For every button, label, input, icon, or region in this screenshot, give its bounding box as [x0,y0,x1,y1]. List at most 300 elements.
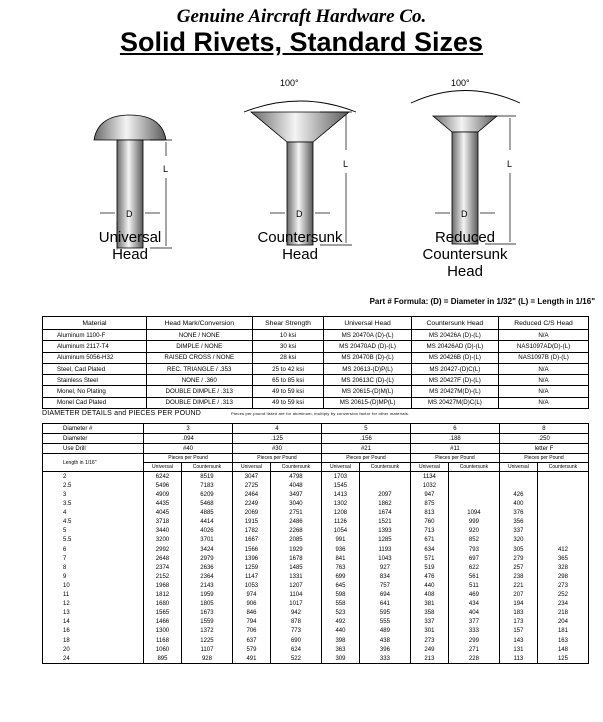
pieces-cell: 3424 [181,545,232,554]
pieces-cell: 194 [499,600,537,609]
info-cell: .094 [144,434,233,444]
pieces-cell: 1680 [144,600,182,609]
table-cell: 25 to 42 ksi [252,363,324,374]
countersunk-head-label: Countersunk Head [257,229,343,263]
length-cell: 5 [43,527,144,536]
pieces-cell: 333 [359,654,410,664]
pieces-cell: 1054 [321,527,359,536]
table-cell: MS 20426AD (D)-(L) [411,341,498,352]
pieces-cell: 875 [410,500,448,509]
pieces-cell: 1782 [232,527,270,536]
universal-subheader: Universal [144,463,182,472]
pieces-cell [537,481,588,490]
table-row [43,654,589,664]
pieces-cell: 4435 [144,500,182,509]
pieces-cell: 305 [499,545,537,554]
pieces-cell [537,509,588,518]
pieces-cell: 2725 [232,481,270,490]
table-cell: NONE / NONE [146,330,252,341]
pieces-cell [537,472,588,482]
pieces-cell: 561 [448,572,499,581]
pieces-per-pound-label: Pieces per Pound [499,454,588,463]
pieces-cell: 1673 [181,609,232,618]
pieces-cell: 773 [270,627,321,636]
pieces-cell: 5496 [144,481,182,490]
table-cell: DOUBLE DIMPLE / .313 [146,397,252,408]
pieces-cell: 641 [359,600,410,609]
diameter-label: D [461,209,468,219]
table-row [43,636,589,645]
pieces-cell: 207 [499,591,537,600]
length-cell: 18 [43,636,144,645]
header-cell: Universal Head [324,317,411,330]
table-cell: 65 to 85 ksi [252,375,324,386]
pieces-cell: 519 [410,563,448,572]
row-label: Length in 1/16" [43,454,144,472]
pieces-cell: 320 [499,536,537,545]
pieces-cell: 1225 [181,636,232,645]
countersunk-subheader: Countersunk [448,463,499,472]
pieces-cell: 408 [410,591,448,600]
pieces-cell: 271 [448,645,499,654]
pieces-cell: 2085 [270,536,321,545]
table-cell: N/A [499,363,589,374]
pieces-cell: 927 [359,563,410,572]
pieces-cell: 1300 [144,627,182,636]
pieces-cell: 365 [537,554,588,563]
pieces-cell: 148 [537,645,588,654]
table-row [43,490,589,499]
length-cell: 4 [43,509,144,518]
pieces-cell: 4048 [270,481,321,490]
table-cell: Aluminum 5056-H32 [43,352,147,363]
pieces-cell: 671 [410,536,448,545]
universal-subheader: Universal [232,463,270,472]
universal-subheader: Universal [410,463,448,472]
pieces-cell: 3047 [232,472,270,482]
table-row [43,627,589,636]
pieces-cell: 3497 [270,490,321,499]
pieces-cell: 1285 [359,536,410,545]
pieces-cell: 249 [410,645,448,654]
pieces-cell: 645 [321,581,359,590]
pieces-cell: 763 [321,563,359,572]
pieces-cell: 974 [232,591,270,600]
pieces-cell: 221 [499,581,537,590]
table-cell: MS 20615-(D)M(L) [324,386,411,397]
pieces-cell: 396 [359,645,410,654]
pieces-cell: 113 [499,654,537,664]
row-label: Use Drill [43,444,144,454]
pieces-cell: 1331 [270,572,321,581]
pieces-cell: 328 [537,563,588,572]
header-cell: Head Mark/Conversion [146,317,252,330]
info-cell: #21 [321,444,410,454]
pieces-cell: 579 [232,645,270,654]
pieces-cell: 337 [410,618,448,627]
table-row [43,618,589,627]
pieces-cell: 624 [270,645,321,654]
length-cell: 2.5 [43,481,144,490]
diameter-section-heading: DIAMETER DETAILS and PIECES PER POUND Pieces per pound listed are for aluminum, multiply by conversion factor for other materials. [42,410,410,417]
pieces-cell: 333 [448,627,499,636]
table-row [43,509,589,518]
info-cell: 6 [410,424,499,434]
pieces-cell: 522 [270,654,321,664]
length-cell: 3 [43,490,144,499]
pieces-cell: 936 [321,545,359,554]
table-cell: MS 20613-(D)P(L) [324,363,411,374]
pieces-cell: 694 [359,591,410,600]
length-cell: 5.5 [43,536,144,545]
pieces-cell: 4798 [270,472,321,482]
table-cell: Aluminum 2117-T4 [43,341,147,352]
table-row [43,527,589,536]
length-cell: 8 [43,563,144,572]
pieces-cell: 376 [499,509,537,518]
material-table [42,316,589,409]
pieces-cell: 1053 [232,581,270,590]
pieces-cell: 1207 [270,581,321,590]
table-row [43,500,589,509]
info-cell: 3 [144,424,233,434]
table-cell: 28 ksi [252,352,324,363]
table-cell: Monel Cad Plated [43,397,147,408]
pieces-cell: 476 [410,572,448,581]
pieces-cell: 906 [232,600,270,609]
pieces-cell: 426 [499,490,537,499]
pieces-cell [448,472,499,482]
row-label: Diameter # [43,424,144,434]
header-cell: Reduced C/S Head [499,317,589,330]
pieces-cell: 878 [270,618,321,627]
info-cell: .125 [232,434,321,444]
pieces-per-pound-label: Pieces per Pound [410,454,499,463]
pieces-cell: 1929 [270,545,321,554]
reduced-countersunk-head-label: Reduced Countersunk Head [422,229,508,280]
pieces-cell: 412 [537,545,588,554]
pieces-cell: 4045 [144,509,182,518]
table-cell: MS 20427M(D)-(L) [411,386,498,397]
pieces-cell: 1968 [144,581,182,590]
pieces-per-pound-label: Pieces per Pound [232,454,321,463]
pieces-cell: 6242 [144,472,182,482]
pieces-cell: 1168 [144,636,182,645]
length-cell: 7 [43,554,144,563]
pieces-cell: 1545 [321,481,359,490]
pieces-cell [537,527,588,536]
pieces-cell: 757 [359,581,410,590]
info-cell: .250 [499,434,588,444]
pieces-cell: 1147 [232,572,270,581]
length-label: L [163,164,169,174]
pieces-cell [537,500,588,509]
table-cell: 49 to 59 ksi [252,386,324,397]
table-cell: 30 ksi [252,341,324,352]
length-label: L [343,159,349,169]
info-cell: letter F [499,444,588,454]
part-number-formula: Part # Formula: (D) = Diameter in 1/32" (L) = Length in 1/16" [369,297,595,306]
pieces-cell: 1126 [321,518,359,527]
pieces-cell: 377 [448,618,499,627]
pieces-cell: 928 [181,654,232,664]
table-row [43,397,589,408]
pieces-cell: 558 [321,600,359,609]
countersunk-rivet-drawing [244,101,356,245]
length-label: L [507,159,513,169]
pieces-cell: 491 [232,654,270,664]
info-cell: 8 [499,424,588,434]
table-cell: NAS1097AD(D)-(L) [499,341,589,352]
info-row [43,424,589,434]
table-cell: NAS1097B (D)-(L) [499,352,589,363]
info-cell: #40 [144,444,233,454]
pieces-cell: 760 [410,518,448,527]
pieces-cell: 1032 [410,481,448,490]
pieces-cell: 1107 [181,645,232,654]
table-cell: 10 ksi [252,330,324,341]
pieces-cell: 492 [321,618,359,627]
pieces-cell: 1372 [181,627,232,636]
pieces-per-pound-label: Pieces per Pound [321,454,410,463]
table-cell: MS 20470AD (D)-(L) [324,341,411,352]
pieces-cell: 213 [410,654,448,664]
info-cell: #30 [232,444,321,454]
table-cell: MS 20427M(D)C(L) [411,397,498,408]
pieces-cell: 1104 [270,591,321,600]
table-cell: MS 20426B (D)-(L) [411,352,498,363]
pieces-cell: 4026 [181,527,232,536]
pieces-cell: 1674 [359,509,410,518]
info-cell: #11 [410,444,499,454]
length-cell: 14 [43,618,144,627]
diameter-label: D [296,209,303,219]
table-row [43,609,589,618]
table-row [43,352,589,363]
countersunk-subheader: Countersunk [270,463,321,472]
countersunk-subheader: Countersunk [359,463,410,472]
pieces-cell: 183 [499,609,537,618]
table-cell: Monel, No Plating [43,386,147,397]
universal-subheader: Universal [499,463,537,472]
pieces-cell [537,518,588,527]
pieces-cell: 181 [537,627,588,636]
pieces-cell: 1667 [232,536,270,545]
table-cell: MS 20426A (D)-(L) [411,330,498,341]
conversion-note: Pieces per pound listed are for aluminum, multiply by conversion factor for other materials. [230,411,410,416]
pieces-cell: 301 [410,627,448,636]
table-cell: Aluminum 1100-F [43,330,147,341]
length-cell: 6 [43,545,144,554]
pieces-cell: 697 [448,554,499,563]
header-cell: Material [43,317,147,330]
pieces-cell: 1485 [270,563,321,572]
universal-head-label: Universal Head [98,229,162,263]
pieces-cell: 841 [321,554,359,563]
pieces-cell: 6209 [181,490,232,499]
pieces-cell: 1565 [144,609,182,618]
table-row [43,563,589,572]
pieces-cell: 3440 [144,527,182,536]
pieces-cell: 1466 [144,618,182,627]
table-row [43,591,589,600]
pieces-cell [448,500,499,509]
pieces-cell: 1805 [181,600,232,609]
pieces-cell: 598 [321,591,359,600]
universal-subheader: Universal [321,463,359,472]
pieces-cell: 793 [448,545,499,554]
table-cell: MS 20427F (D)-(L) [411,375,498,386]
pieces-cell [499,481,537,490]
pieces-cell: 2249 [232,500,270,509]
angle-label: 100° [451,78,470,88]
pieces-cell [537,490,588,499]
pieces-cell: 273 [537,581,588,590]
pieces-cell: 2069 [232,509,270,518]
pieces-cell: 991 [321,536,359,545]
pieces-cell: 895 [144,654,182,664]
info-row [43,444,589,454]
pieces-cell: 434 [448,600,499,609]
pieces-cell: 228 [448,654,499,664]
pieces-cell: 1812 [144,591,182,600]
pieces-cell: 1094 [448,509,499,518]
table-cell: NONE / .360 [146,375,252,386]
table-cell: N/A [499,375,589,386]
row-label: Diameter [43,434,144,444]
pieces-cell: 1060 [144,645,182,654]
pieces-cell: 634 [410,545,448,554]
pieces-cell: 252 [537,591,588,600]
pieces-cell: 555 [359,618,410,627]
pieces-cell: 834 [359,572,410,581]
pieces-cell: 469 [448,591,499,600]
pieces-cell: 1396 [232,554,270,563]
pieces-cell: 1703 [321,472,359,482]
pieces-cell: 309 [321,654,359,664]
pieces-cell: 813 [410,509,448,518]
length-cell: 16 [43,627,144,636]
table-cell: Stainless Steel [43,375,147,386]
pieces-cell: 163 [537,636,588,645]
length-cell: 12 [43,600,144,609]
pieces-cell: 920 [448,527,499,536]
page-title: Solid Rivets, Standard Sizes [119,27,484,57]
pieces-cell: 2268 [270,527,321,536]
length-cell: 20 [43,645,144,654]
pieces-cell: 398 [321,636,359,645]
pieces-cell: 4909 [144,490,182,499]
info-cell: 5 [321,424,410,434]
table-row [43,554,589,563]
pieces-cell: 2636 [181,563,232,572]
pieces-cell: 356 [499,518,537,527]
table-row [43,330,589,341]
pieces-cell: 1043 [359,554,410,563]
pieces-cell: 4885 [181,509,232,518]
table-row [43,518,589,527]
header-cell: Countersunk Head [411,317,498,330]
info-cell: 4 [232,424,321,434]
length-cell: 3.5 [43,500,144,509]
pieces-cell: 1393 [359,527,410,536]
pieces-cell: 637 [232,636,270,645]
reduced-countersunk-rivet-drawing [411,91,520,245]
pieces-cell: 3701 [181,536,232,545]
pieces-cell: 2648 [144,554,182,563]
table-row [43,581,589,590]
pieces-cell: 3200 [144,536,182,545]
pieces-cell: 381 [410,600,448,609]
pieces-cell: 337 [499,527,537,536]
pieces-cell: 404 [448,609,499,618]
pieces-cell: 947 [410,490,448,499]
pieces-cell: 2152 [144,572,182,581]
pieces-cell: 8519 [181,472,232,482]
table-cell: MS 20615-(D)MP(L) [324,397,411,408]
pieces-cell: 298 [537,572,588,581]
info-cell: .188 [410,434,499,444]
pieces-cell: 4414 [181,518,232,527]
table-row [43,645,589,654]
pieces-cell: 125 [537,654,588,664]
table-row [43,386,589,397]
table-row [43,481,589,490]
table-cell: DOUBLE DIMPLE / .313 [146,386,252,397]
pieces-cell [499,472,537,482]
length-cell: 4.5 [43,518,144,527]
pieces-cell [359,472,410,482]
pieces-cell: 1413 [321,490,359,499]
info-row [43,434,589,444]
pieces-cell: 699 [321,572,359,581]
info-cell: .156 [321,434,410,444]
pieces-cell: 942 [270,609,321,618]
pieces-cell: 438 [359,636,410,645]
pieces-cell: 7183 [181,481,232,490]
pieces-cell: 2374 [144,563,182,572]
pieces-cell: 2979 [181,554,232,563]
header-cell: Shear Strength [252,317,324,330]
pieces-cell: 1017 [270,600,321,609]
pieces-cell: 1862 [359,500,410,509]
length-cell: 11 [43,591,144,600]
pieces-cell: 1959 [181,591,232,600]
pieces-cell [537,536,588,545]
pieces-cell: 1915 [232,518,270,527]
pieces-cell [359,481,410,490]
length-cell: 13 [43,609,144,618]
pieces-cell: 706 [232,627,270,636]
pieces-cell: 157 [499,627,537,636]
pieces-cell: 571 [410,554,448,563]
pieces-cell [448,490,499,499]
pieces-cell: 1134 [410,472,448,482]
table-cell: MS 20613C (D)-(L) [324,375,411,386]
pieces-cell [448,481,499,490]
pieces-cell: 1566 [232,545,270,554]
pieces-per-pound-table [42,423,589,664]
pieces-cell: 2364 [181,572,232,581]
table-cell: N/A [499,386,589,397]
table-cell: MS 20470A (D)-(L) [324,330,411,341]
pieces-cell: 794 [232,618,270,627]
pieces-cell: 358 [410,609,448,618]
length-cell: 9 [43,572,144,581]
pieces-cell: 3040 [270,500,321,509]
table-cell: MS 20427-(D)C(L) [411,363,498,374]
pieces-cell: 131 [499,645,537,654]
